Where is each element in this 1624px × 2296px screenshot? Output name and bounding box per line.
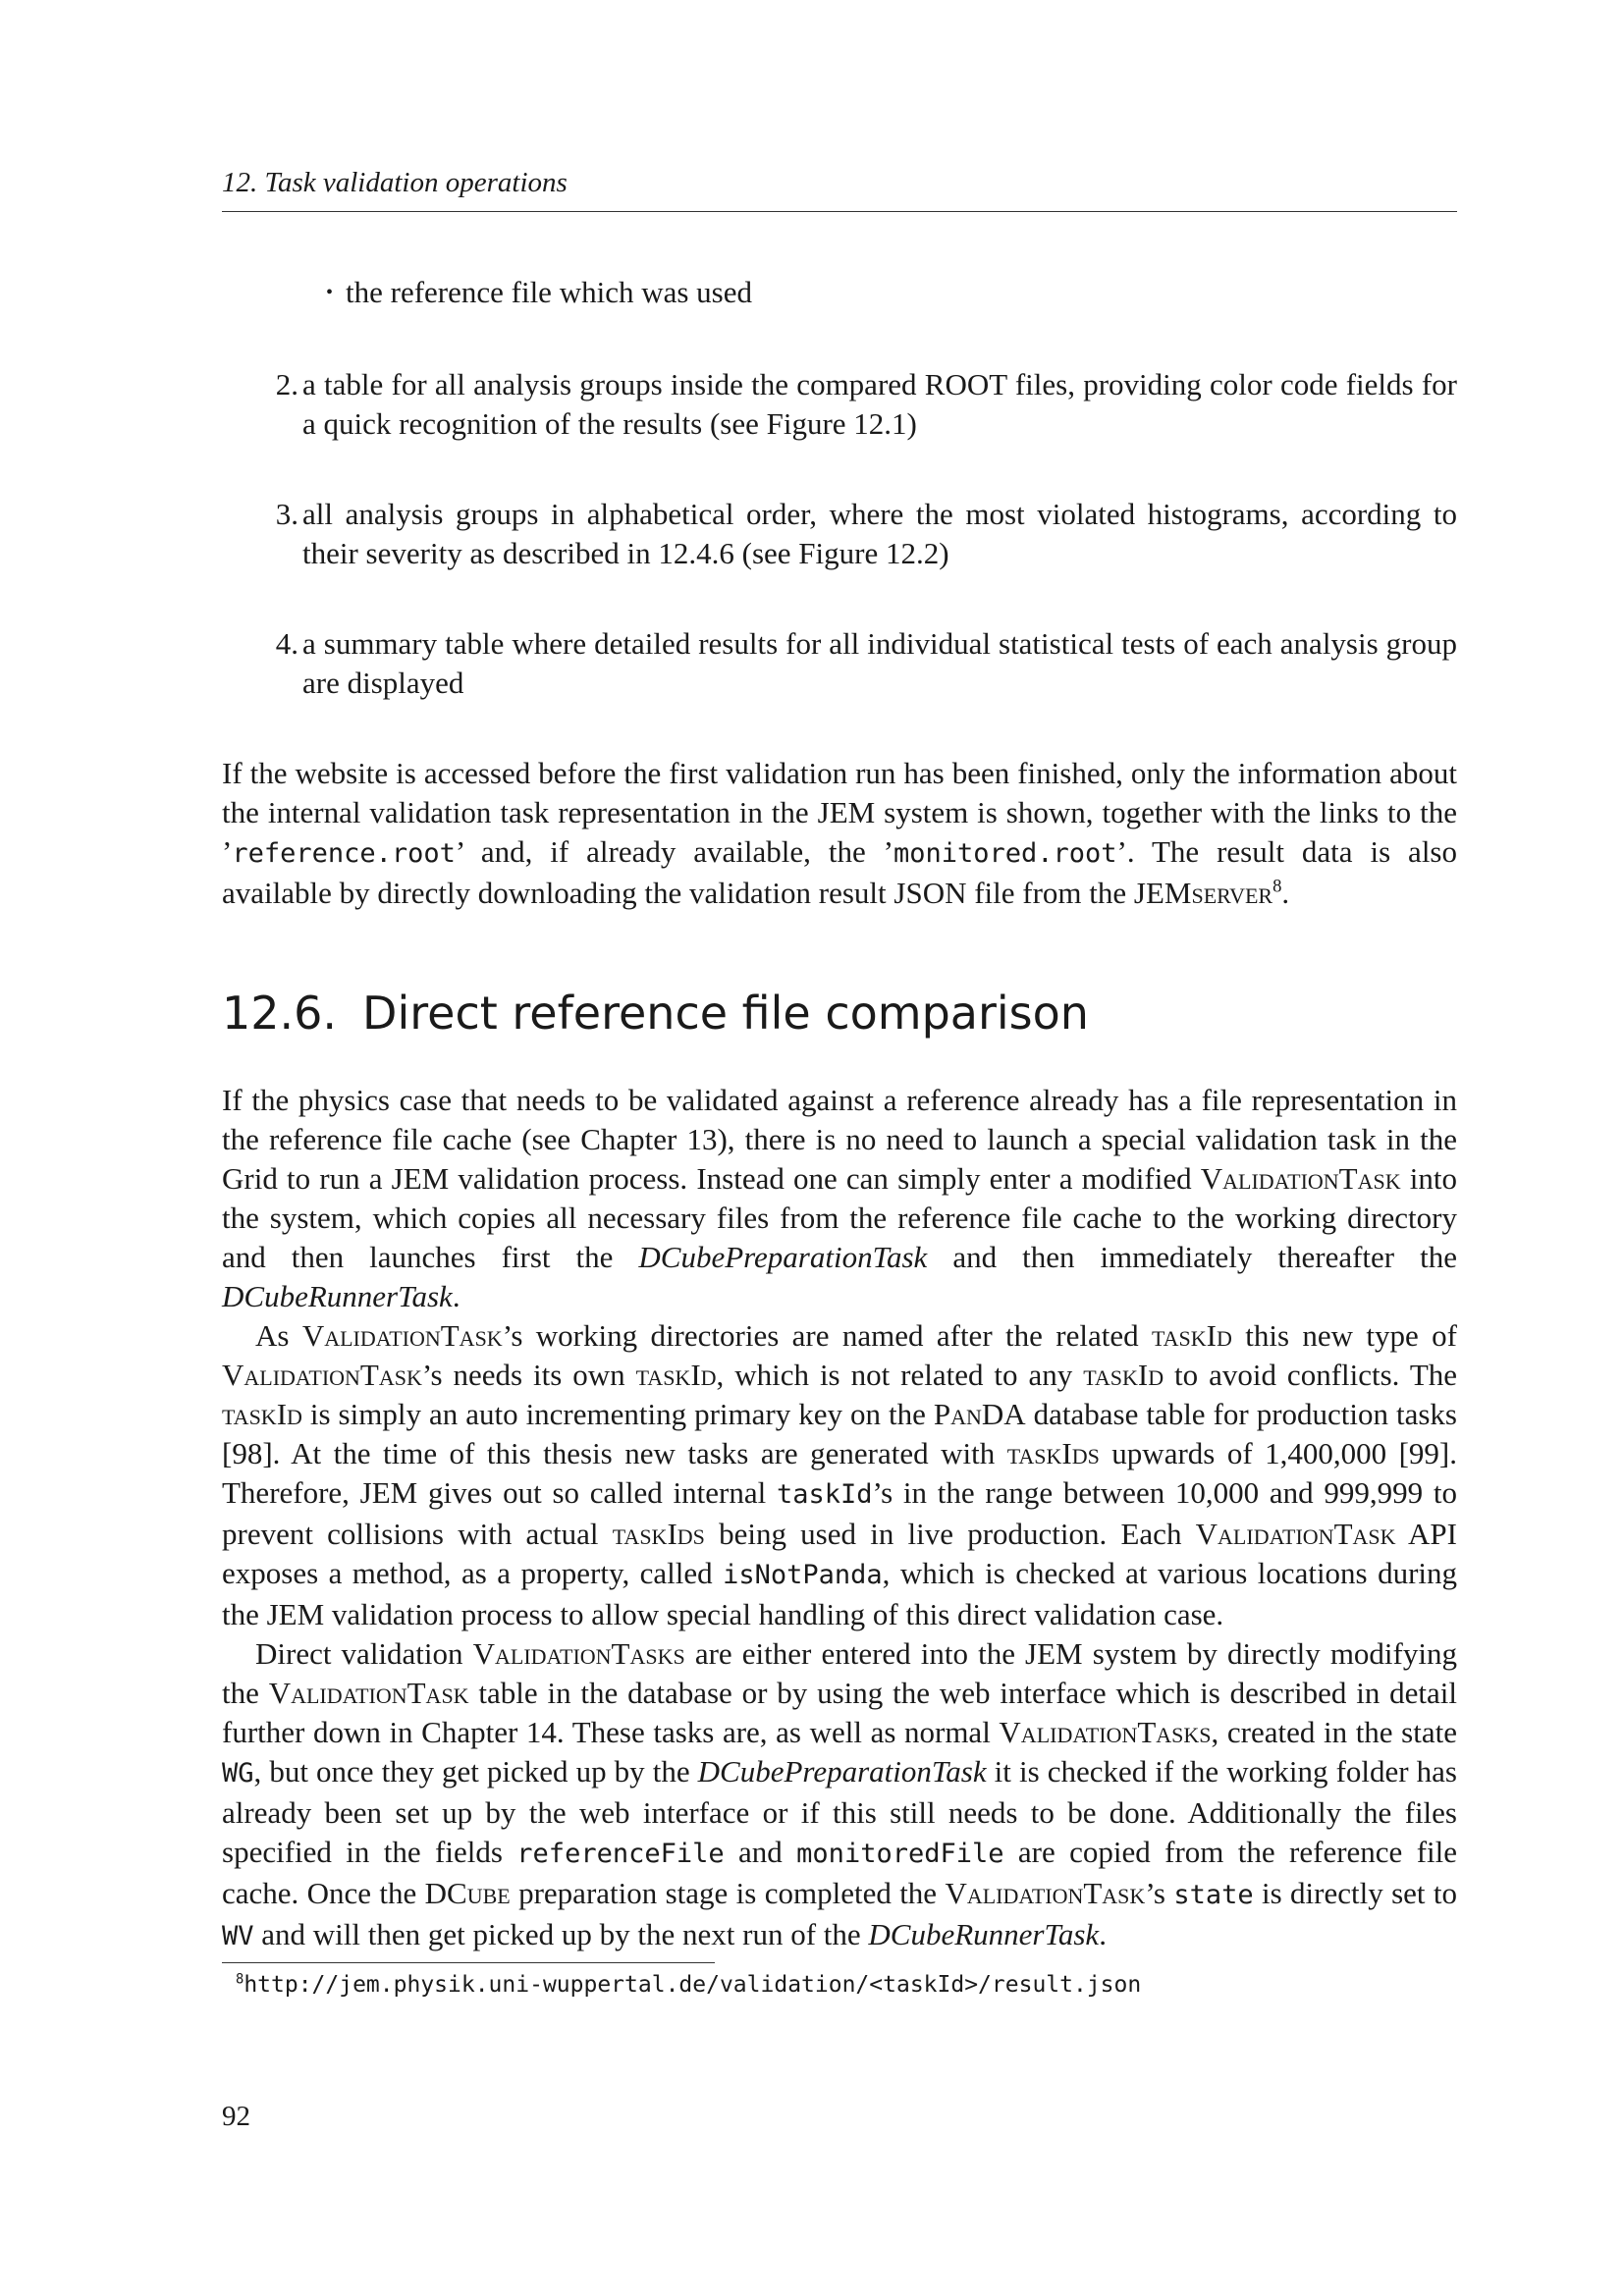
small-caps-term: ValidationTask [301,1318,503,1353]
text-run: and then immediately thereafter the [927,1240,1457,1274]
code-term: WG [222,1758,254,1789]
text-run: Direct validation [255,1636,473,1671]
code-term: referenceFile [516,1839,725,1869]
text-run: it is checked if the working folder has already been set up by the web interface or if this still needs to be done. Additionally the files specified in the fields [222,1754,1457,1869]
small-caps-term: ube [466,1876,511,1910]
text-run: this new type of [1231,1318,1457,1353]
section-title-text: Direct reference file comparison [362,987,1089,1040]
bullet-item [326,273,1455,312]
header-rule [222,211,1457,212]
text-run: is directly set to [1253,1876,1458,1910]
small-caps-term: ValidationTasks [472,1636,685,1671]
text-run: ’ and, if already available, the ’ [455,834,893,869]
italic-term: DCubeRunnerTask [868,1917,1100,1951]
small-caps-term: taskId [1151,1318,1232,1353]
footnote-rule [222,1962,715,1963]
code-term: WV [222,1921,254,1951]
text-run: to avoid conflicts. The [1164,1358,1458,1392]
enum-number: 4. [275,626,298,661]
paragraph-2 [222,1316,1457,1634]
text-run: As [255,1318,302,1353]
text-run: and will then get picked up by the next run of the [253,1917,869,1951]
text-run: If the physics case that needs to be validated against a reference already has a file representation in the reference file cache (see Chapter 13), there is no need to launch a special validation task in the Grid to run a JEM validation process. Instead one can simply enter a modified [222,1083,1457,1196]
small-caps-term: taskId [1083,1358,1164,1392]
enum-text: all analysis groups in alphabetical order, where the most violated histograms, according to their severity as described in 12.4.6 (see Figure 12.2) [302,497,1457,570]
page-number: 92 [222,2101,250,2132]
paragraph-1 [222,1081,1457,1316]
footnote-mark-link[interactable]: 8 [1272,876,1282,897]
text-run: is simply an auto incrementing primary key on the [301,1397,934,1431]
code-term: isNotPanda [723,1560,883,1590]
italic-term: DCubePreparationTask [697,1754,987,1789]
text-run: upwards of 1,400,000 [99]. Therefore, JEM gives out so called internal [222,1436,1457,1510]
text-run: . [1281,876,1290,910]
small-caps-term: taskId [635,1358,717,1392]
italic-term: DCubeRunnerTask [222,1279,453,1313]
small-caps-term: taskIds [612,1517,705,1551]
bullet-icon: • [326,282,334,303]
small-caps-term: ValidationTask [222,1358,422,1392]
enum-text: a summary table where detailed results for all individual statistical tests of each analysis group are displayed [302,626,1457,700]
footnote-mark: 8 [236,1971,244,1988]
code-term: state [1173,1880,1254,1910]
text-run: , created in the state [1211,1715,1457,1749]
text-run: database table for production tasks [98]. At the time of this thesis new tasks are generated with [222,1397,1457,1470]
text-run: are copied from the reference file cache. Once the DC [222,1835,1457,1910]
paragraph-website [222,754,1457,913]
enum-number: 2. [275,367,298,401]
text-run: ’s [1145,1876,1174,1910]
text-run: ’. The result data is also available by directly downloading the validation result JSON file from the JEM [222,834,1457,910]
code-term: monitoredFile [796,1839,1004,1869]
text-run: . [452,1279,460,1313]
section-heading [222,987,1457,1040]
text-run: , but once they get picked up by the [253,1754,698,1789]
italic-term: DCubePreparationTask [638,1240,928,1274]
small-caps-term: PanDA [933,1397,1026,1431]
text-run: ’s working directories are named after the related [502,1318,1152,1353]
small-caps-term: taskIds [1006,1436,1100,1470]
text-run: . [1099,1917,1107,1951]
reference-root-link[interactable]: reference.root [232,838,456,869]
small-caps-term: ValidationTask [1195,1517,1396,1551]
text-run: preparation stage is completed the [510,1876,946,1910]
footnote [236,1972,1457,1998]
small-caps-term: ValidationTask [1200,1161,1401,1196]
running-head: 12. Task validation operations [222,167,568,198]
text-run: , which is not related to any [716,1358,1084,1392]
small-caps-term: taskId [222,1397,302,1431]
footnote-url-link[interactable]: http://jem.physik.uni-wuppertal.de/validation/<taskId>/result.json [244,1972,1142,1998]
text-run: ’s needs its own [421,1358,636,1392]
bullet-text: the reference file which was used [346,275,752,309]
text-run: table in the database or by using the web interface which is described in detail further down in Chapter 14. These tasks are, as well as normal [222,1676,1457,1749]
enum-number: 3. [275,497,298,531]
text-run: If the website is accessed before the first validation run has been finished, only the information about the internal validation task representation in the JEM system is shown, together with the links to the ’ [222,756,1457,869]
small-caps-term: ValidationTasks [999,1715,1212,1749]
text-run: and [724,1835,797,1869]
paragraph-3 [222,1634,1457,1956]
section-body [222,1081,1457,1956]
text-run: API exposes a method, as a property, called [222,1517,1457,1590]
text-run: are either entered into the JEM system by directly modifying the [222,1636,1457,1710]
code-term: taskId [776,1479,873,1510]
monitored-root-link[interactable]: monitored.root [893,838,1117,869]
text-run: ’s in the range between 10,000 and 999,999 to prevent collisions with actual [222,1475,1458,1551]
text-run: , which is checked at various locations during the JEM validation process to allow special handling of this direct validation case. [222,1556,1458,1631]
text-run: being used in live production. Each [704,1517,1196,1551]
small-caps-term: server [1191,876,1273,910]
small-caps-term: ValidationTask [945,1876,1146,1910]
text-run: into the system, which copies all necessary files from the reference file cache to the working directory and then launches first the [222,1161,1458,1274]
enum-text: a table for all analysis groups inside the compared ROOT files, providing color code fields for a quick recognition of the results (see Figure 12.1) [302,367,1457,441]
section-number: 12.6. [222,987,338,1040]
small-caps-term: ValidationTask [268,1676,469,1710]
